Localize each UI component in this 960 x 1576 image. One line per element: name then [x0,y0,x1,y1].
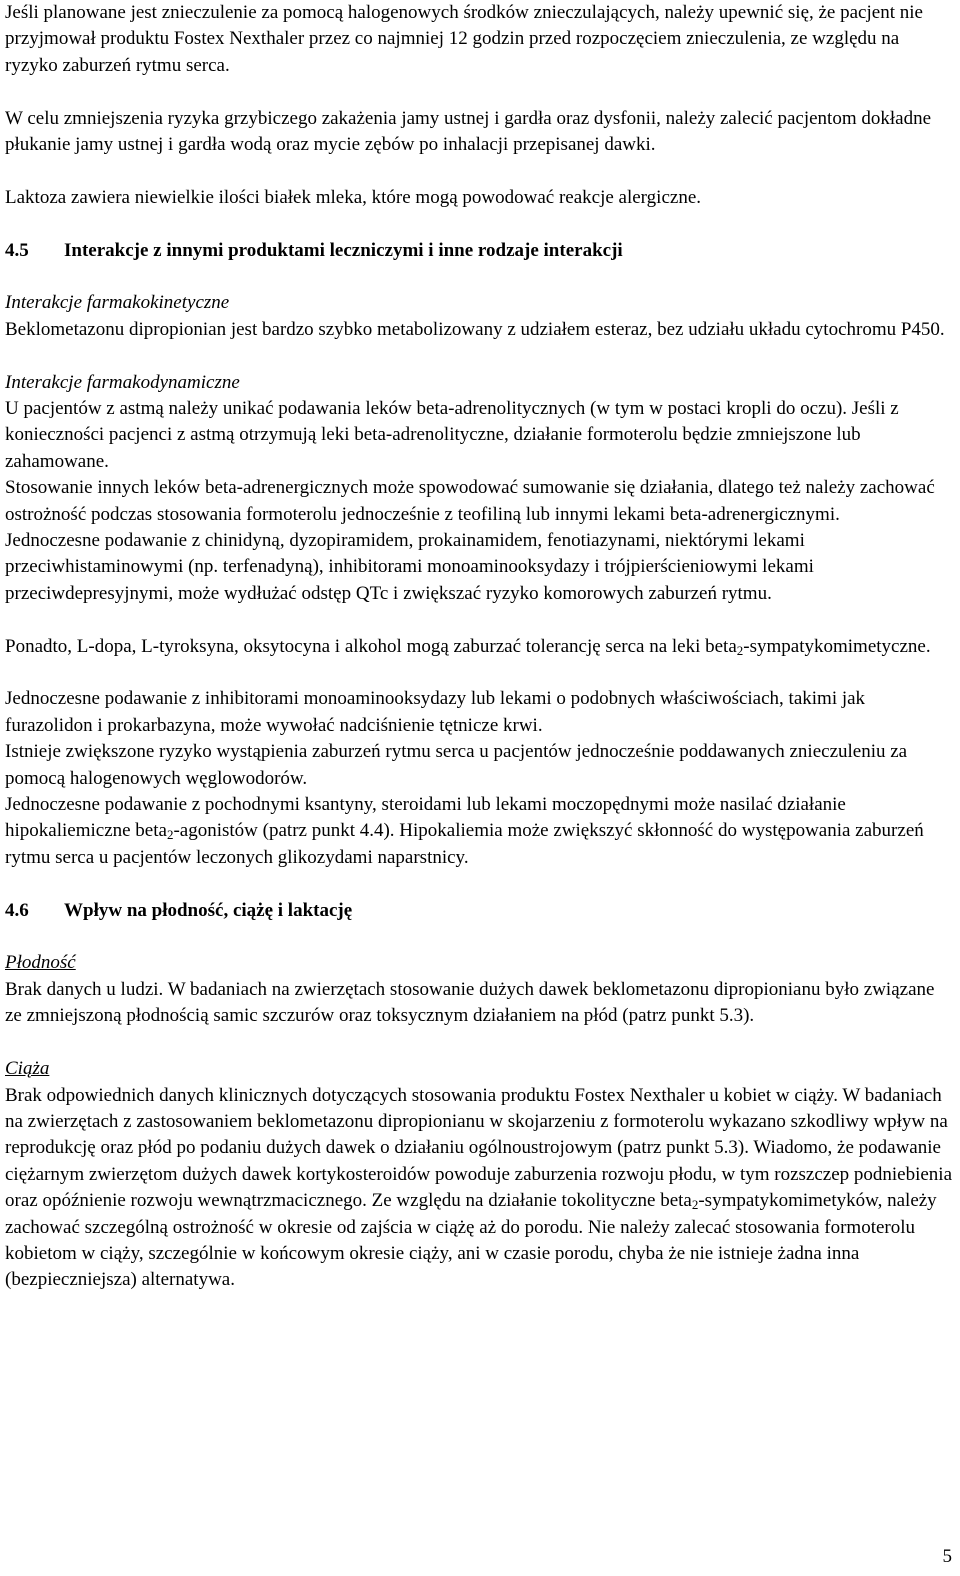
subscript: 2 [691,1197,699,1213]
subheading-pharmacokinetic: Interakcje farmakokinetyczne [5,292,230,314]
text-fragment: Jednoczesne podawanie z pochodnymi ksantyny, steroidami lub lekami moczopędnymi może nasilać działanie hipokaliemiczne beta [5,794,846,842]
paragraph-halogen-anesthesia: Jeśli planowane jest znieczulenie za pomocą halogenowych środków znieczulających, należy upewnić się, że pacjent nie przyjmował produktu Fostex Nexthaler przez co najmniej 12 godzin przed rozpoczęciem znieczulenia, ze względu na ryzyko zaburzeń rytmu serca. [5,2,923,76]
subheading-fertility: Płodność [5,952,76,974]
section-number: 4.6 [5,899,29,921]
section-title: Wpływ na płodność, ciążę i laktację [64,899,353,921]
paragraph-qtc: Jednoczesne podawanie z chinidyną, dyzopiramidem, prokainamidem, fenotiazynami, niektórymi lekami przeciwhistaminowymi (np. terfenadyną), inhibitorami monoaminooksydazy i trójpierścieniowymi lekami przeciwdepresyjnymi, może wydłużać odstęp QTc i zwiększać ryzyko komorowych zaburzeń rytmu. [5,530,814,604]
section-number: 4.5 [5,239,29,261]
paragraph-lactose: Laktoza zawiera niewielkie ilości białek mleka, które mogą powodować reakcje alergiczne. [5,186,701,208]
document-page [5,0,955,1294]
paragraph-pharmacokinetic: Beklometazonu dipropionian jest bardzo szybko metabolizowany z udziałem esteraz, bez udziału układu cytochromu P450. [5,318,945,340]
subheading-pharmacodynamic: Interakcje farmakodynamiczne [5,371,240,393]
section-heading-4-6 [5,898,955,924]
subscript: 2 [736,642,744,658]
text-fragment: -agonistów (patrz punkt 4.4). Hipokaliemia może zwiększyć skłonność do występowania zaburzeń rytmu serca u pacjentów leczonych glikozydami naparstnicy. [5,820,924,868]
paragraph-oral-candidiasis: W celu zmniejszenia ryzyka grzybiczego zakażenia jamy ustnej i gardła oraz dysfonii, należy zalecić pacjentom dokładne płukanie jamy ustnej i gardła wodą oraz mycie zębów po inhalacji przepisanej dawki. [5,107,931,156]
paragraph-mao-inhibitors: Jednoczesne podawanie z inhibitorami monoaminooksydazy lub lekami o podobnych właściwościach, takimi jak furazolidon i prokarbazyna, może wywołać nadciśnienie tętnicze krwi. [5,688,866,736]
page-number: 5 [942,1546,952,1567]
paragraph-beta-adrenergic: Stosowanie innych leków beta-adrenergicznych może spowodować sumowanie się działania, dlatego też należy zachować ostrożność podczas stosowania formoterolu jednocześnie z teofiliną lub innymi lekami beta-adrenergicznymi. [5,477,935,525]
text-fragment: -sympatykomimetyków, należy zachować szczególną ostrożność w okresie od zajścia w ciążę aż do porodu. Nie należy zalecać stosowania formoterolu kobietom w ciąży, szczególnie w końcowym okresie ciąży, ani w czasie porodu, chyba że nie istnieje żadna inna (bezpieczniejsza) alternatywa. [5,1190,937,1291]
paragraph-halogenated-hydrocarbons: Istnieje zwiększone ryzyko wystąpienia zaburzeń rytmu serca u pacjentów jednocześnie poddawanych znieczuleniu za pomocą halogenowych węglowodorów. [5,741,908,789]
subscript: 2 [166,827,174,843]
text-fragment: Ponadto, L-dopa, L-tyroksyna, oksytocyna i alkohol mogą zaburzać tolerancję serca na leki beta [5,635,737,657]
paragraph-xanthine [5,792,955,871]
section-title: Interakcje z innymi produktami leczniczymi i inne rodzaje interakcji [64,239,623,261]
section-heading-4-5 [5,238,955,264]
text-fragment: Brak odpowiednich danych klinicznych dotyczących stosowania produktu Fostex Nexthaler u kobiet w ciąży. W badaniach na zwierzętach z zastosowaniem beklometazonu dipropionianu w skojarzeniu z formoterolu wykazano szkodliwy wpływ na reprodukcję oraz płód po podaniu dużych dawek o działaniu ogólnoustrojowym (patrz punkt 5.3). Wiadomo, że podawanie ciężarnym zwierzętom dużych dawek kortykosteroidów powoduje zaburzenia rozwoju płodu, w tym rozszczep podniebienia oraz opóźnienie rozwoju wewnątrzmacicznego. Ze względu na działanie tokolityczne beta [5,1084,953,1212]
text-fragment: -sympatykomimetyczne. [743,635,931,657]
paragraph-pregnancy [5,1083,955,1294]
paragraph-l-dopa [5,634,955,660]
paragraph-fertility: Brak danych u ludzi. W badaniach na zwierzętach stosowanie dużych dawek beklometazonu dipropionianu było związane ze zmniejszoną płodnością samic szczurów oraz toksycznym działaniem na płód (patrz punkt 5.3). [5,978,935,1027]
paragraph-beta-blockers: U pacjentów z astmą należy unikać podawania leków beta-adrenolitycznych (w tym w postaci kropli do oczu). Jeśli z konieczności pacjenci z astmą otrzymują leki beta-adrenolityczne, działanie formoterolu będzie zmniejszone lub zahamowane. [5,398,899,472]
subheading-pregnancy: Ciąża [5,1058,50,1080]
